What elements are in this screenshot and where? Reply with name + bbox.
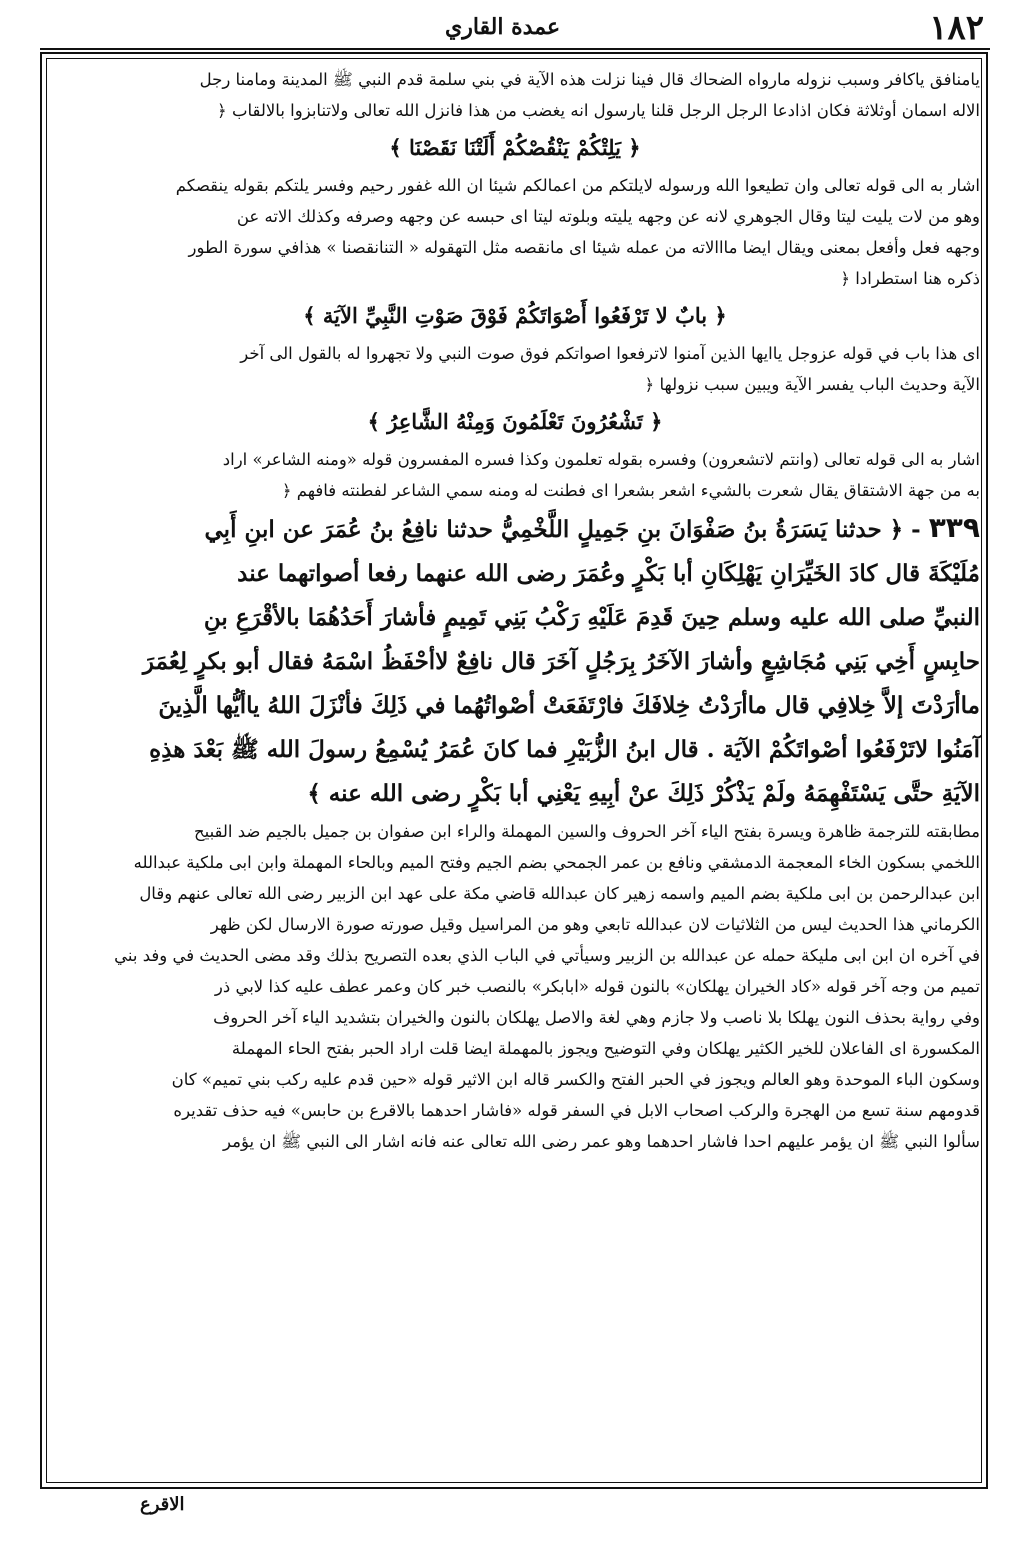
page-number: ١٨٢ [929,8,984,48]
section1-line: وهو من لات يليت ليتا وقال الجوهري لانه عن وجهه يليته وبلوته ليتا اى حبسه عن وجهه وصرفه وكذلك الاته عن [236,207,980,226]
commentary-line: ابن عبدالرحمن بن ابى ملكية بضم الميم واسمه زهير كان عبدالله قاضي مكة على عهد ابن الزبير رضى الله تعالى عنهم وقال [139,884,980,903]
hadith-line: مُلَيْكَةَ قال كادَ الخَيِّرَانِ يَهْلِكَانِ أبا بَكْرٍ وعُمَرَ رضى الله عنهما رفعا أصواتهما عند [237,560,980,587]
hadith-number: ٣٣٩ [928,511,980,544]
section3-line: به من جهة الاشتقاق يقال شعرت بالشيء اشعر بشعرا اى فطنت له ومنه سمي الشاعر لفطنته فافهم ﴿ [281,481,980,500]
commentary-line: وسكون الباء الموحدة وهو العالم ويجوز في الحبر الفتح والكسر قاله ابن الاثير قوله «حين قدم عليه ركب بني تميم» كان [171,1070,980,1089]
hadith-line: حابِسٍ أَخِي بَنِي مُجَاشِعٍ وأشارَ الآخَرُ بِرَجُلٍ آخَرَ قال نافِعٌ لاأحْفَظُ اسْمَهُ فقال أبو بكرٍ لِعُمَرَ [142,648,980,675]
section2-line: الآية وحديث الباب يفسر الآية ويبين سبب نزولها ﴿ [644,375,980,394]
commentary-line: اللخمي بسكون الخاء المعجمة الدمشقي ونافع بن عمر الجمحي بضم الجيم وفتح الميم وبالحاء المهملة وابن ابى ملكية عبدالله [133,853,980,872]
hadith-line: الآيَةِ حتَّى يَسْتَفْهِمَهُ ولَمْ يَذْكُرْ ذَلِكَ عنْ أبِيهِ يَعْنِي أبا بَكْرٍ رضى الله عنه ﴾ [307,780,980,807]
running-title: عمدة القاري [445,14,561,40]
heading-bab: ﴿ بابٌ لا تَرْفَعُوا أَصْوَاتَكُمْ فَوْقَ صَوْتِ النَّبِيِّ الآيَة ﴾ [303,303,727,328]
commentary-line: قدومهم سنة تسع من الهجرة والركب اصحاب الابل في السفر قوله «فاشار احدهما بالاقرع بن حابس» فيه حذف تقديره [173,1101,980,1120]
commentary-line: الكرماني هذا الحديث ليس من الثلاثيات لان عبدالله تابعي وهو من المراسيل وقيل صورته صورة الارسال لكن ظهر [210,915,980,934]
hadith-text: - ﴿ حدثنا يَسَرَةُ بنُ صَفْوَانَ بنِ جَمِيلٍ اللَّخْمِيُّ حدثنا نافِعُ بنُ عُمَرَ عن ابنِ أَبِي [204,516,921,543]
page-content [50,64,980,1484]
section1-line: ذكره هنا استطرادا ﴿ [840,269,980,288]
intro-line: يامنافق ياكافر وسبب نزوله مارواه الضحاك قال فينا نزلت هذه الآية في بني سلمة قدم النبي ﷺ المدينة ومامنا رجل [199,70,980,89]
commentary-line: في آخره ان ابن ابى مليكة حمله عن عبدالله بن الزبير وسيأتي في الباب الذي بعده التصريح بذلك وقد مضى الحديث في وفد بني [114,946,980,965]
catchword: الاقرع [140,1494,185,1515]
section1-line: اشار به الى قوله تعالى وان تطيعوا الله ورسوله لايلتكم من اعمالكم شيئا ان الله غفور رحيم وفسر يلتكم بقوله ينقصكم [175,176,980,195]
hadith-line: آمَنُوا لاتَرْفَعُوا أصْواتَكُمْ الآيَة . قال ابنُ الزُّبَيْرِ فما كانَ عُمَرُ يُسْمِعُ رسولَ الله ﷺ بَعْدَ هذِهِ [149,736,980,763]
commentary-line: سألوا النبي ﷺ ان يؤمر عليهم احدا فاشار احدهما وهو عمر رضى الله تعالى عنه فانه اشار الى النبي ﷺ ان يؤمر [223,1132,980,1151]
section3-line: اشار به الى قوله تعالى (وانتم لاتشعرون) وفسره بقوله تعلمون وكذا فسره المفسرون قوله «ومنه الشاعر» اراد [222,450,980,469]
section1-line: وجهه فعل وأفعل بمعنى ويقال ايضا مااالاته من عمله شيئا اى مانقصه مثل التهقوله « التنانقصنا » هذافي سورة الطور [188,238,980,257]
page-header [40,8,990,50]
hadith-line: النبيِّ صلى الله عليه وسلم حِينَ قَدِمَ عَلَيْهِ رَكْبُ بَنِي تَمِيمٍ فأشارَ أَحَدُهُمَا بالأقْرَعِ بنِ [203,604,980,631]
heading-yalitkum: ﴿ يَلِتْكُمْ يَنْقُصْكُمْ أَلَتْنَا نَقَصْنَا ﴾ [389,135,641,160]
intro-line: الاله اسمان أوثلاثة فكان اذادعا الرجل الرجل قلنا يارسول انه يغضب من هذا فانزل الله تعالى ولاتنابزوا بالالقاب ﴿ [217,101,980,120]
section2-line: اى هذا باب في قوله عزوجل ياايها الذين آمنوا لاترفعوا اصواتكم فوق صوت النبي ولا تجهروا له بالقول الى آخر [240,344,980,363]
hadith-line: ماأرَدْتَ إلاَّ خِلافِي قال ماأرَدْتُ خِلافَكَ فارْتَفَعَتْ أصْواتُهُما في ذَلِكَ فأنْزَلَ اللهُ ياأيُّها الَّذِينَ [158,692,980,719]
commentary-line: المكسورة اى الفاعلان للخير الكثير يهلكان وفي التوضيح ويجوز بالمهملة ايضا قلت اراد الحبر بفتح الحاء المهملة [231,1039,980,1058]
heading-tashurun: ﴿ تَشْعُرُونَ تَعْلَمُونَ وَمِنْهُ الشَّاعِرُ ﴾ [367,409,663,434]
commentary-line: وفي رواية بحذف النون يهلكا بلا ناصب ولا جازم وهي لغة والاصل يهلكان بالنون والخيران بتشديد الياء آخر الحروف [213,1008,980,1027]
hadith-line [50,506,980,552]
commentary-line: تميم من وجه آخر قوله «كاد الخيران يهلكان» بالنون قوله «ابابكر» بالنصب خبر كان وعمر عطف عليه كذا لابي ذر [214,977,980,996]
commentary-line: مطابقته للترجمة ظاهرة ويسرة بفتح الياء آخر الحروف والسين المهملة والراء ابن صفوان بن جميل بالجيم ضد القبيح [193,822,980,841]
